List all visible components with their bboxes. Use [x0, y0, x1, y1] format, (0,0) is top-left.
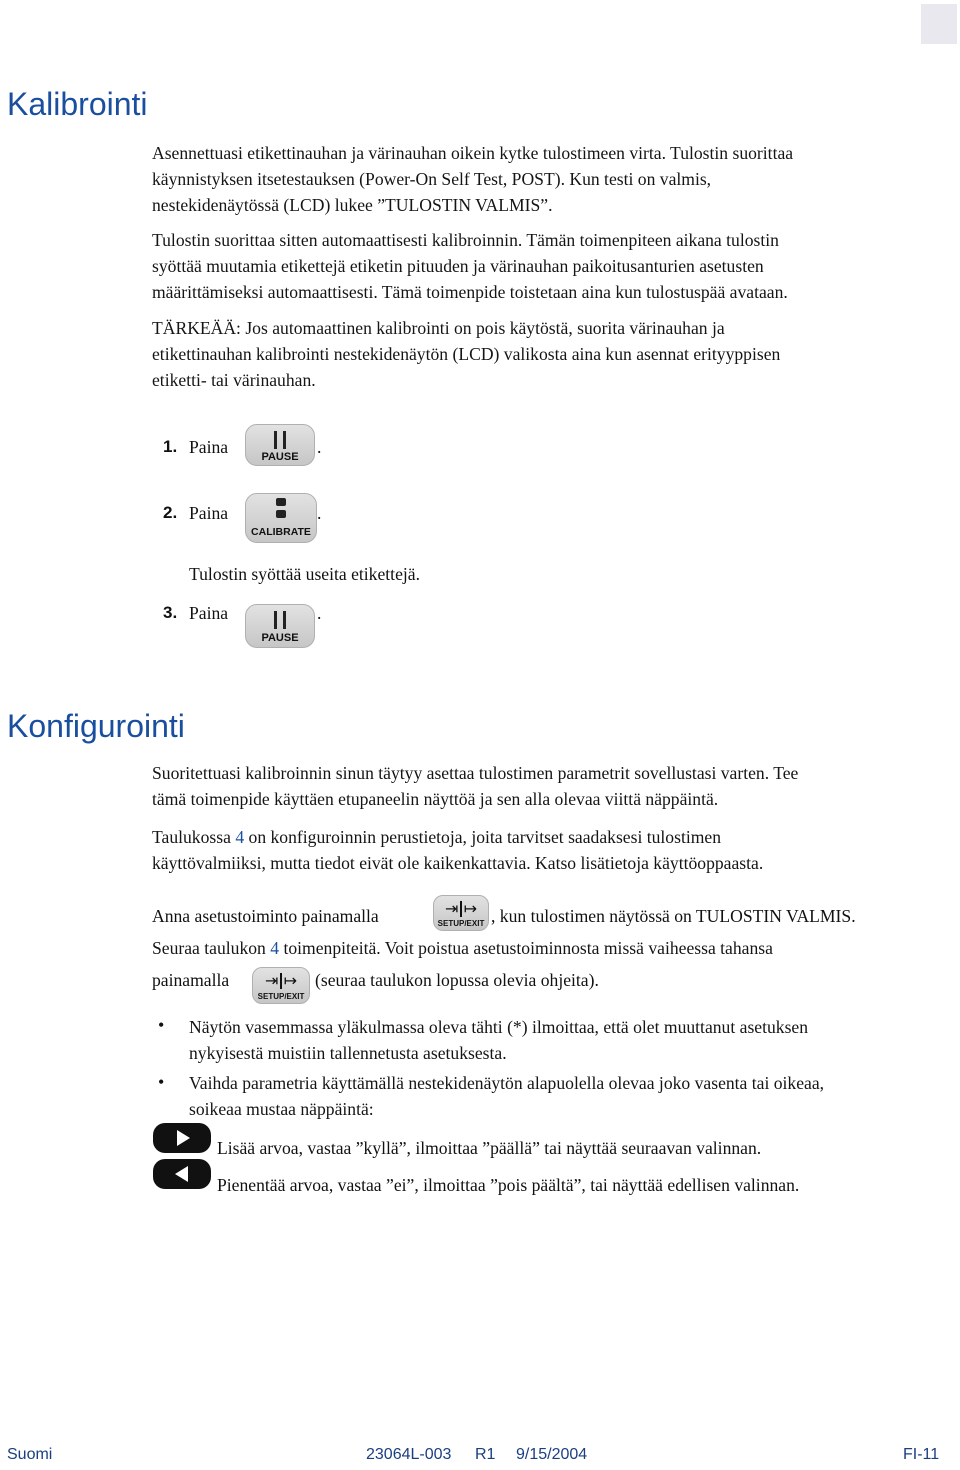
- calibration-paragraph-1: [152, 140, 942, 218]
- bullet-item: [189, 1014, 960, 1066]
- bullet-icon: •: [158, 1015, 165, 1035]
- right-key-description: Lisää arvoa, vastaa ”kyllä”, ilmoittaa ”päällä” tai näyttää seuraavan valinnan.: [217, 1138, 762, 1158]
- step-end: .: [317, 503, 322, 523]
- footer-language: Suomi: [7, 1446, 53, 1463]
- step-text: Paina: [189, 503, 229, 523]
- step-end: .: [317, 603, 322, 623]
- step-text: Paina: [189, 603, 229, 623]
- text-line: nykyisestä muistiin tallennetusta asetuksesta.: [189, 1043, 507, 1063]
- footer-date: 9/15/2004: [516, 1446, 588, 1463]
- section-title-calibration: Kalibrointi: [7, 86, 148, 122]
- footer-revision: R1: [475, 1446, 496, 1463]
- text-fragment: on konfiguroinnin perustietoja, joita tarvitset saadaksesi tulostimen: [248, 827, 722, 847]
- text-fragment: toimenpiteitä. Voit poistua asetustoiminnosta missä vaiheessa tahansa: [283, 938, 773, 958]
- step-note: Tulostin syöttää useita etikettejä.: [189, 564, 420, 584]
- calibration-paragraph-3: [152, 315, 942, 393]
- text-fragment: Taulukossa: [152, 827, 231, 847]
- left-arrow-key-icon: [153, 1159, 211, 1189]
- key-label: CALIBRATE: [251, 526, 311, 538]
- text-line: käyttövalmiiksi, mutta tiedot eivät ole kaikenkattavia. Katso lisätietoja käyttöoppaasta.: [152, 853, 764, 873]
- calibrate-key-icon: [245, 493, 317, 543]
- step-text: Paina: [189, 437, 229, 457]
- table-reference-link[interactable]: 4: [235, 827, 245, 847]
- text-line: etikettinauhan kalibrointi nestekidenäytön (LCD) valikosta aina kun asennat erityyppisen: [152, 344, 781, 364]
- text-line: tämä toimenpide käyttäen etupaneelin näyttöä ja sen alla olevaa viittä näppäintä.: [152, 789, 719, 809]
- configuration-paragraph-1: [152, 760, 942, 812]
- text-line: Tulostin suorittaa sitten automaattisesti kalibroinnin. Tämän toimenpiteen aikana tulostin: [152, 230, 779, 250]
- text-line: Suoritettuasi kalibroinnin sinun täytyy asettaa tulostimen parametrit sovellustasi varten. Tee: [152, 763, 799, 783]
- setup-exit-key-icon: ⇥ ↦ SETUP/EXIT: [433, 895, 489, 931]
- text-line: Vaihda parametria käyttämällä nestekidenäytön alapuolella olevaa joko vasenta tai oikeaa,: [189, 1073, 825, 1093]
- configuration-paragraph-2: [152, 824, 942, 876]
- table-reference-link[interactable]: 4: [270, 938, 280, 958]
- step-number: 1.: [163, 437, 178, 456]
- footer-page-number: FI-11: [903, 1446, 940, 1463]
- text-line: nestekidenäytössä (LCD) lukee ”TULOSTIN VALMIS”.: [152, 195, 553, 215]
- corner-box: [921, 4, 957, 44]
- section-title-configuration: Konfigurointi: [7, 708, 185, 744]
- setup-text-start: Anna asetustoiminto painamalla: [152, 906, 379, 926]
- step-end: .: [317, 437, 322, 457]
- text-line: [152, 827, 721, 847]
- bullet-icon: •: [158, 1072, 165, 1092]
- key-label: PAUSE: [261, 451, 299, 463]
- pause-key-icon: [245, 424, 315, 466]
- text-line: etiketti- tai värinauhan.: [152, 370, 316, 390]
- step-number: 2.: [163, 503, 178, 522]
- pause-key-icon: [245, 604, 315, 648]
- footer-doc-number: 23064L-003: [366, 1446, 452, 1463]
- configuration-paragraph-3: [152, 935, 942, 961]
- text-line: [152, 938, 773, 958]
- text-line: käynnistyksen itsetestauksen (Power-On Self Test, POST). Kun testi on valmis,: [152, 169, 712, 189]
- left-key-description: Pienentää arvoa, vastaa ”ei”, ilmoittaa ”pois päältä”, tai näyttää edellisen valinnan.: [217, 1175, 800, 1195]
- exit-text-end: (seuraa taulukon lopussa olevia ohjeita).: [315, 970, 599, 990]
- calibration-paragraph-2: [152, 227, 942, 305]
- step-number: 3.: [163, 603, 178, 622]
- setup-text-end: , kun tulostimen näytössä on TULOSTIN VALMIS.: [491, 906, 856, 926]
- exit-text-start: painamalla: [152, 970, 230, 990]
- text-line: syöttää muutamia etikettejä etiketin pituuden ja värinauhan paikoitusanturien asetusten: [152, 256, 764, 276]
- bullet-item: [189, 1070, 960, 1122]
- key-label: SETUP/EXIT: [257, 992, 305, 1001]
- text-line: soikeaa mustaa näppäintä:: [189, 1099, 374, 1119]
- key-label: PAUSE: [261, 632, 299, 644]
- text-line: määrittämiseksi automaattisesti. Tämä toimenpide toistetaan aina kun tulostuspää avataan.: [152, 282, 788, 302]
- text-fragment: Seuraa taulukon: [152, 938, 266, 958]
- text-line: TÄRKEÄÄ: Jos automaattinen kalibrointi on pois käytöstä, suorita värinauhan ja: [152, 318, 725, 338]
- key-label: SETUP/EXIT: [437, 919, 485, 928]
- text-line: Asennettuasi etikettinauhan ja värinauhan oikein kytke tulostimeen virta. Tulostin suorittaa: [152, 143, 794, 163]
- text-line: Näytön vasemmassa yläkulmassa oleva tähti (*) ilmoittaa, että olet muuttanut asetuksen: [189, 1017, 809, 1037]
- setup-exit-key-icon: ⇥ ↦ SETUP/EXIT: [252, 967, 310, 1004]
- right-arrow-key-icon: [153, 1123, 211, 1153]
